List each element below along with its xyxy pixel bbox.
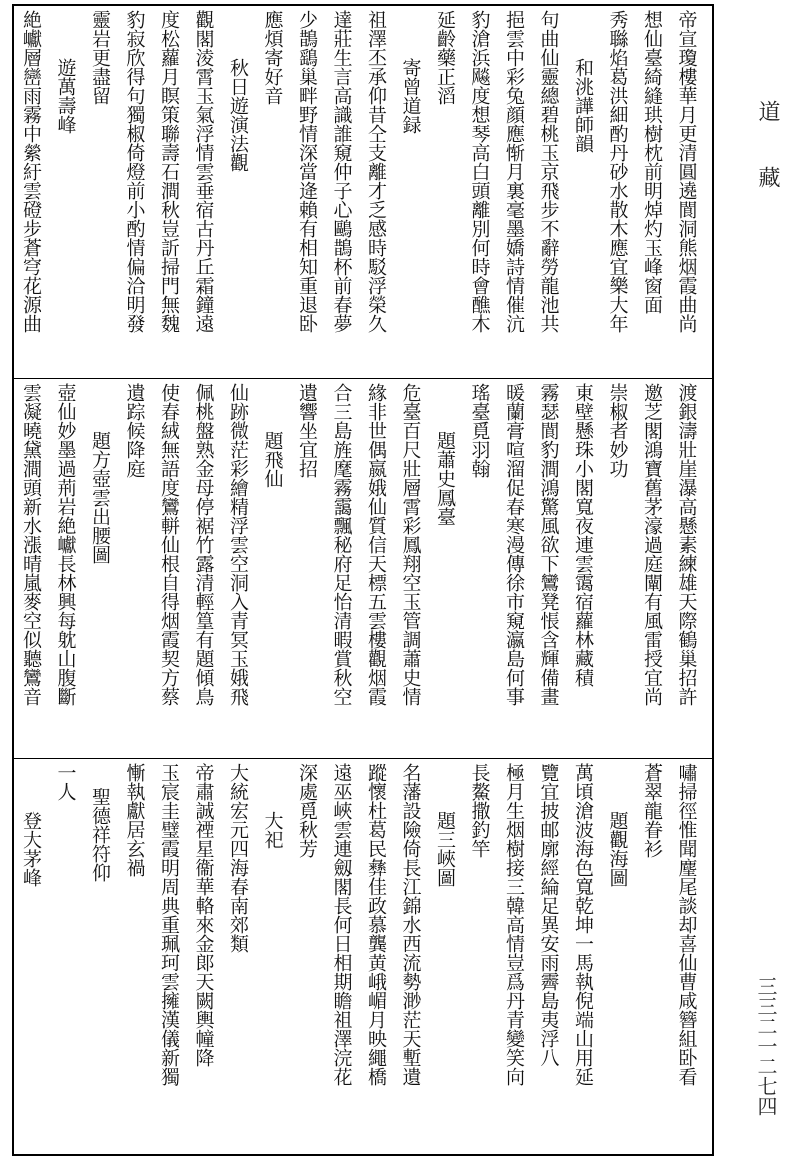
text-column: 秀䏈焰葛洪細酌丹砂水散木應宜樂大年 [606, 10, 629, 333]
text-column: 絶巘層巒雨霧中縈紆雲磴步蒼穹花源曲 [20, 10, 42, 333]
text-column: 名藩設險倚長江錦水西流勢渺茫天塹遺 [399, 763, 422, 1086]
text-column: 瑤臺覓羽翰 [468, 383, 491, 478]
side-label-bottom: 三三二一二七四 [754, 976, 778, 1116]
text-column: 遺踪候降庭 [123, 383, 146, 478]
text-column: 應煩寄好音 [261, 10, 284, 105]
text-column: 嘯掃徑惟聞麈尾談却喜仙曹咸簪組卧看 [675, 763, 698, 1086]
scripture-page [12, 4, 714, 1156]
text-column: 壺仙妙墨過荊岩絶巘長林興每躭山腹斷 [54, 383, 77, 706]
text-column: 題蕭史鳳臺 [434, 431, 456, 527]
text-column: 大統宏元四海春南郊類 [227, 763, 249, 953]
text-column: 想仙臺綺縫珙樹枕前明焯灼玉峰窗面 [641, 10, 663, 314]
text-column: 少鵲鷂巢畔野情深當逄賴有相知重退卧 [296, 10, 318, 333]
text-column: 緣非世偶嬴娥仙質信天標五雲樓觀烟霞 [365, 383, 387, 706]
text-column: 挹雲中彩兔顔應惭月裏毫墨嬌詩情催沆 [503, 10, 525, 333]
text-column: 題觀海圖 [606, 811, 629, 888]
text-column: 聖德祥符仰 [89, 787, 111, 883]
text-column: 題三峽圖 [434, 811, 456, 888]
text-column: 東壁懸珠小閣寬夜連雲霭宿蘿林藏積 [572, 383, 594, 687]
text-column: 登大茅峰 [20, 811, 42, 888]
text-column: 雲凝曉黛澗頭新水漲晴嵐麥空似聽鸞音 [20, 383, 42, 706]
text-column: 題方壺雲出腰圖 [89, 431, 111, 565]
text-column: 暖蘭膏喧溜促春寒漫傳徐市窺瀛島何事 [503, 383, 525, 706]
text-column: 佩桃盤熟金母停裾竹露清輕篁有題傾鳥 [192, 383, 215, 706]
text-column: 極月生烟樹接三韓高情豈爲丹青變笑向 [503, 763, 525, 1086]
text-column: 寄曾道録 [399, 58, 422, 135]
text-column: 祖澤丕承仰昔仝支離才乏感時駁浮榮久 [365, 10, 387, 333]
text-column: 遠巫峽雲連劔閣長何日相期瞻祖澤浣花 [330, 763, 353, 1086]
text-column: 慚執獻居玄禍 [123, 763, 146, 877]
text-column: 合三島旌麾霧靄飄秘府足怡清暇賞秋空 [330, 383, 353, 706]
text-column: 萬頃滄波海色寬乾坤一馬執倪端山用延 [572, 763, 594, 1086]
text-column: 大祀 [261, 811, 284, 850]
text-column: 觀閣淩霄玉氣浮情雲垂宿古丹丘霜鐘遠 [192, 10, 215, 333]
text-column: 蒼翠龍眷衫 [641, 763, 663, 858]
text-column: 和洮譁師韻 [572, 58, 594, 154]
text-column: 邀芝閣鴻寶舊茅濠過庭闡有風雷授宜尚 [641, 383, 663, 706]
text-column: 危臺百尺壯層霄彩鳳翔空玉管調蕭史情 [399, 383, 422, 706]
text-column: 蹤懷杜葛民彝佳政慕龔黄峨嵋月映繩橋 [365, 763, 387, 1086]
text-column: 一人 [54, 763, 77, 801]
text-column: 遊萬壽峰 [54, 58, 77, 135]
text-column: 崇椒者妙功 [606, 383, 629, 478]
text-column: 深處覓秋芳 [296, 763, 318, 858]
panel-middle [14, 379, 712, 758]
text-column: 靈岩更盡留 [89, 10, 111, 105]
side-label-top: 道 藏 [755, 100, 780, 188]
text-column: 使春絨無語度鸞軿仙根自得烟霞契方蔡 [158, 383, 180, 706]
text-column: 渡銀濤壯崖瀑高懸素練雄天際鶴巢招許 [675, 383, 698, 706]
text-column: 度松蘿月瞑策聯壽石澗秋豈訢掃門無魏 [158, 10, 180, 333]
text-column: 句曲仙靈總碧桃玉京飛步不辭勞龍池共 [537, 10, 560, 333]
text-column: 覽宜披邮廓經綸足異安雨霽島夷浮八 [537, 763, 560, 1067]
text-column: 延齡藥正滔 [434, 10, 456, 105]
text-column: 達莊生言高識誰窺仲子心鷗鵲杯前春夢 [330, 10, 353, 333]
text-column: 豹滄浜飚度想琴高白頭離別何時會醮木 [468, 10, 491, 333]
panel-bottom [14, 759, 712, 1154]
text-column: 遺響坐宜招 [296, 383, 318, 478]
text-column: 長鰲撒釣竿 [468, 763, 491, 858]
text-column: 帝肅誠禋星衞華輅來金郞天闕輿幢降 [192, 763, 215, 1067]
text-column: 仙跡微茫彩繪精浮雲空洞入青冥玉娥飛 [227, 383, 249, 706]
text-column: 秋日遊演法觀 [227, 58, 249, 173]
text-column: 霧瑟閬豹澗鴻驚風欲下鸞凳悵含輝備畫 [537, 383, 560, 706]
panel-top [14, 6, 712, 378]
text-column: 玉宸圭璧霞明周典重珮珂雲擁漢儀新獨 [158, 763, 180, 1086]
text-column: 題飛仙 [261, 431, 284, 489]
text-column: 豹寂欣得句獨椒倚燈前小酌情偏洽明發 [123, 10, 146, 333]
text-column: 帝宣瓊樓華月更清圓遶閬洞熊烟霞曲尚 [675, 10, 698, 333]
